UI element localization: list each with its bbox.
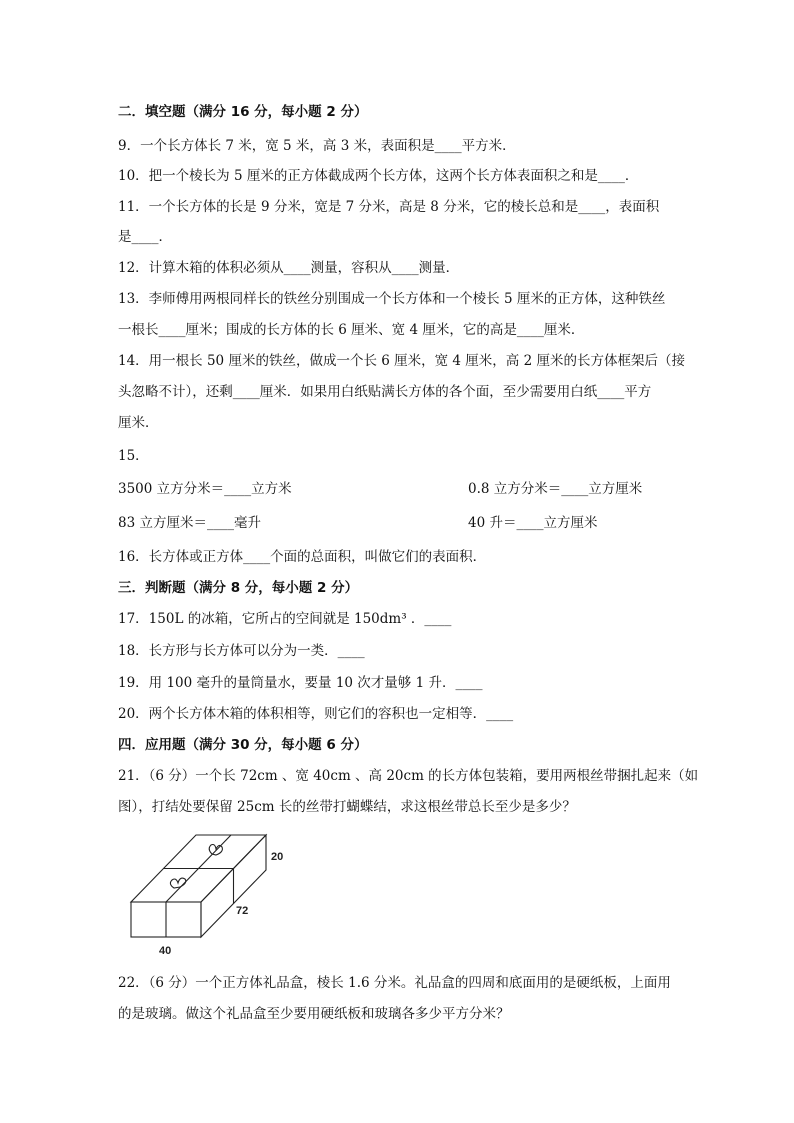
question-15-number: 15． [118,448,149,464]
question-21-line-2: 图），打结处要保留 25cm 长的丝带打蝴蝶结，求这根丝带总长至少是多少？ [118,799,576,815]
question-15-row-2 [118,514,688,532]
question-22-line-2: 的是玻璃。做这个礼品盒至少要用硬纸板和玻璃各多少平方分米？ [118,1006,510,1022]
question-16: 16．长方体或正方体____个面的总面积，叫做它们的表面积． [118,549,487,565]
question-18: 18．长方形与长方体可以分为一类．____ [118,643,365,659]
question-9: 9．一个长方体长 7 米，宽 5 米，高 3 米，表面积是____平方米． [118,138,516,154]
question-11-line-2: 是____． [118,229,172,245]
question-15-item-d: 40 升＝____立方厘米 [468,515,598,531]
question-19: 19．用 100 毫升的量筒量水，要量 10 次才量够 1 升．____ [118,675,483,691]
question-14-line-3: 厘米． [118,415,159,431]
question-22-line-1: 22．（6 分）一个正方体礼品盒，棱长 1.6 分米。礼品盒的四周和底面用的是硬纸板，上面用 [118,975,671,991]
section-3-heading: 三．判断题（满分 8 分，每小题 2 分） [118,580,359,596]
question-15-row-1 [118,480,688,498]
question-13-line-2: 一根长____厘米；围成的长方体的长 6 厘米、宽 4 厘米，它的高是____厘米． [118,322,585,338]
bow-top [209,845,222,856]
bow-front [170,878,185,888]
question-17: 17．150L 的冰箱，它所占的空间就是 150dm³ ．____ [118,611,452,627]
section-2-heading: 二．填空题（满分 16 分，每小题 2 分） [118,104,368,120]
question-11-line-1: 11．一个长方体的长是 9 分米，宽是 7 分米，高是 8 分米，它的棱长总和是____，表面积 [118,199,660,215]
question-20: 20．两个长方体木箱的体积相等，则它们的容积也一定相等．____ [118,706,514,722]
question-13-line-1: 13．李师傅用两根同样长的铁丝分别围成一个长方体和一个棱长 5 厘米的正方体，这种铁丝 [118,291,666,307]
width-label: 40 [159,945,172,957]
question-12: 12．计算木箱的体积必须从____测量，容积从____测量． [118,260,460,276]
length-label: 72 [236,905,249,917]
height-label: 20 [271,851,284,863]
question-21-line-1: 21．（6 分）一个长 72cm 、宽 40cm 、高 20cm 的长方体包装箱，要用两根丝带捆扎起来（如 [118,768,699,784]
question-15-item-a: 3500 立方分米＝____立方米 [118,481,292,497]
section-4-heading: 四．应用题（满分 30 分，每小题 6 分） [118,737,368,753]
question-14-line-2: 头忽略不计），还剩____厘米．如果用白纸贴满长方体的各个面，至少需要用白纸____平方 [118,384,652,400]
question-10: 10．把一个棱长为 5 厘米的正方体截成两个长方体，这两个长方体表面积之和是____． [118,168,639,184]
question-15-item-b: 0.8 立方分米＝____立方厘米 [468,481,643,497]
question-15-item-c: 83 立方厘米＝____毫升 [118,515,261,531]
gift-box-ribbon-figure [126,830,296,960]
question-14-line-1: 14．用一根长 50 厘米的铁丝，做成一个长 6 厘米，宽 4 厘米，高 2 厘米的长方体框架后（接 [118,353,685,369]
